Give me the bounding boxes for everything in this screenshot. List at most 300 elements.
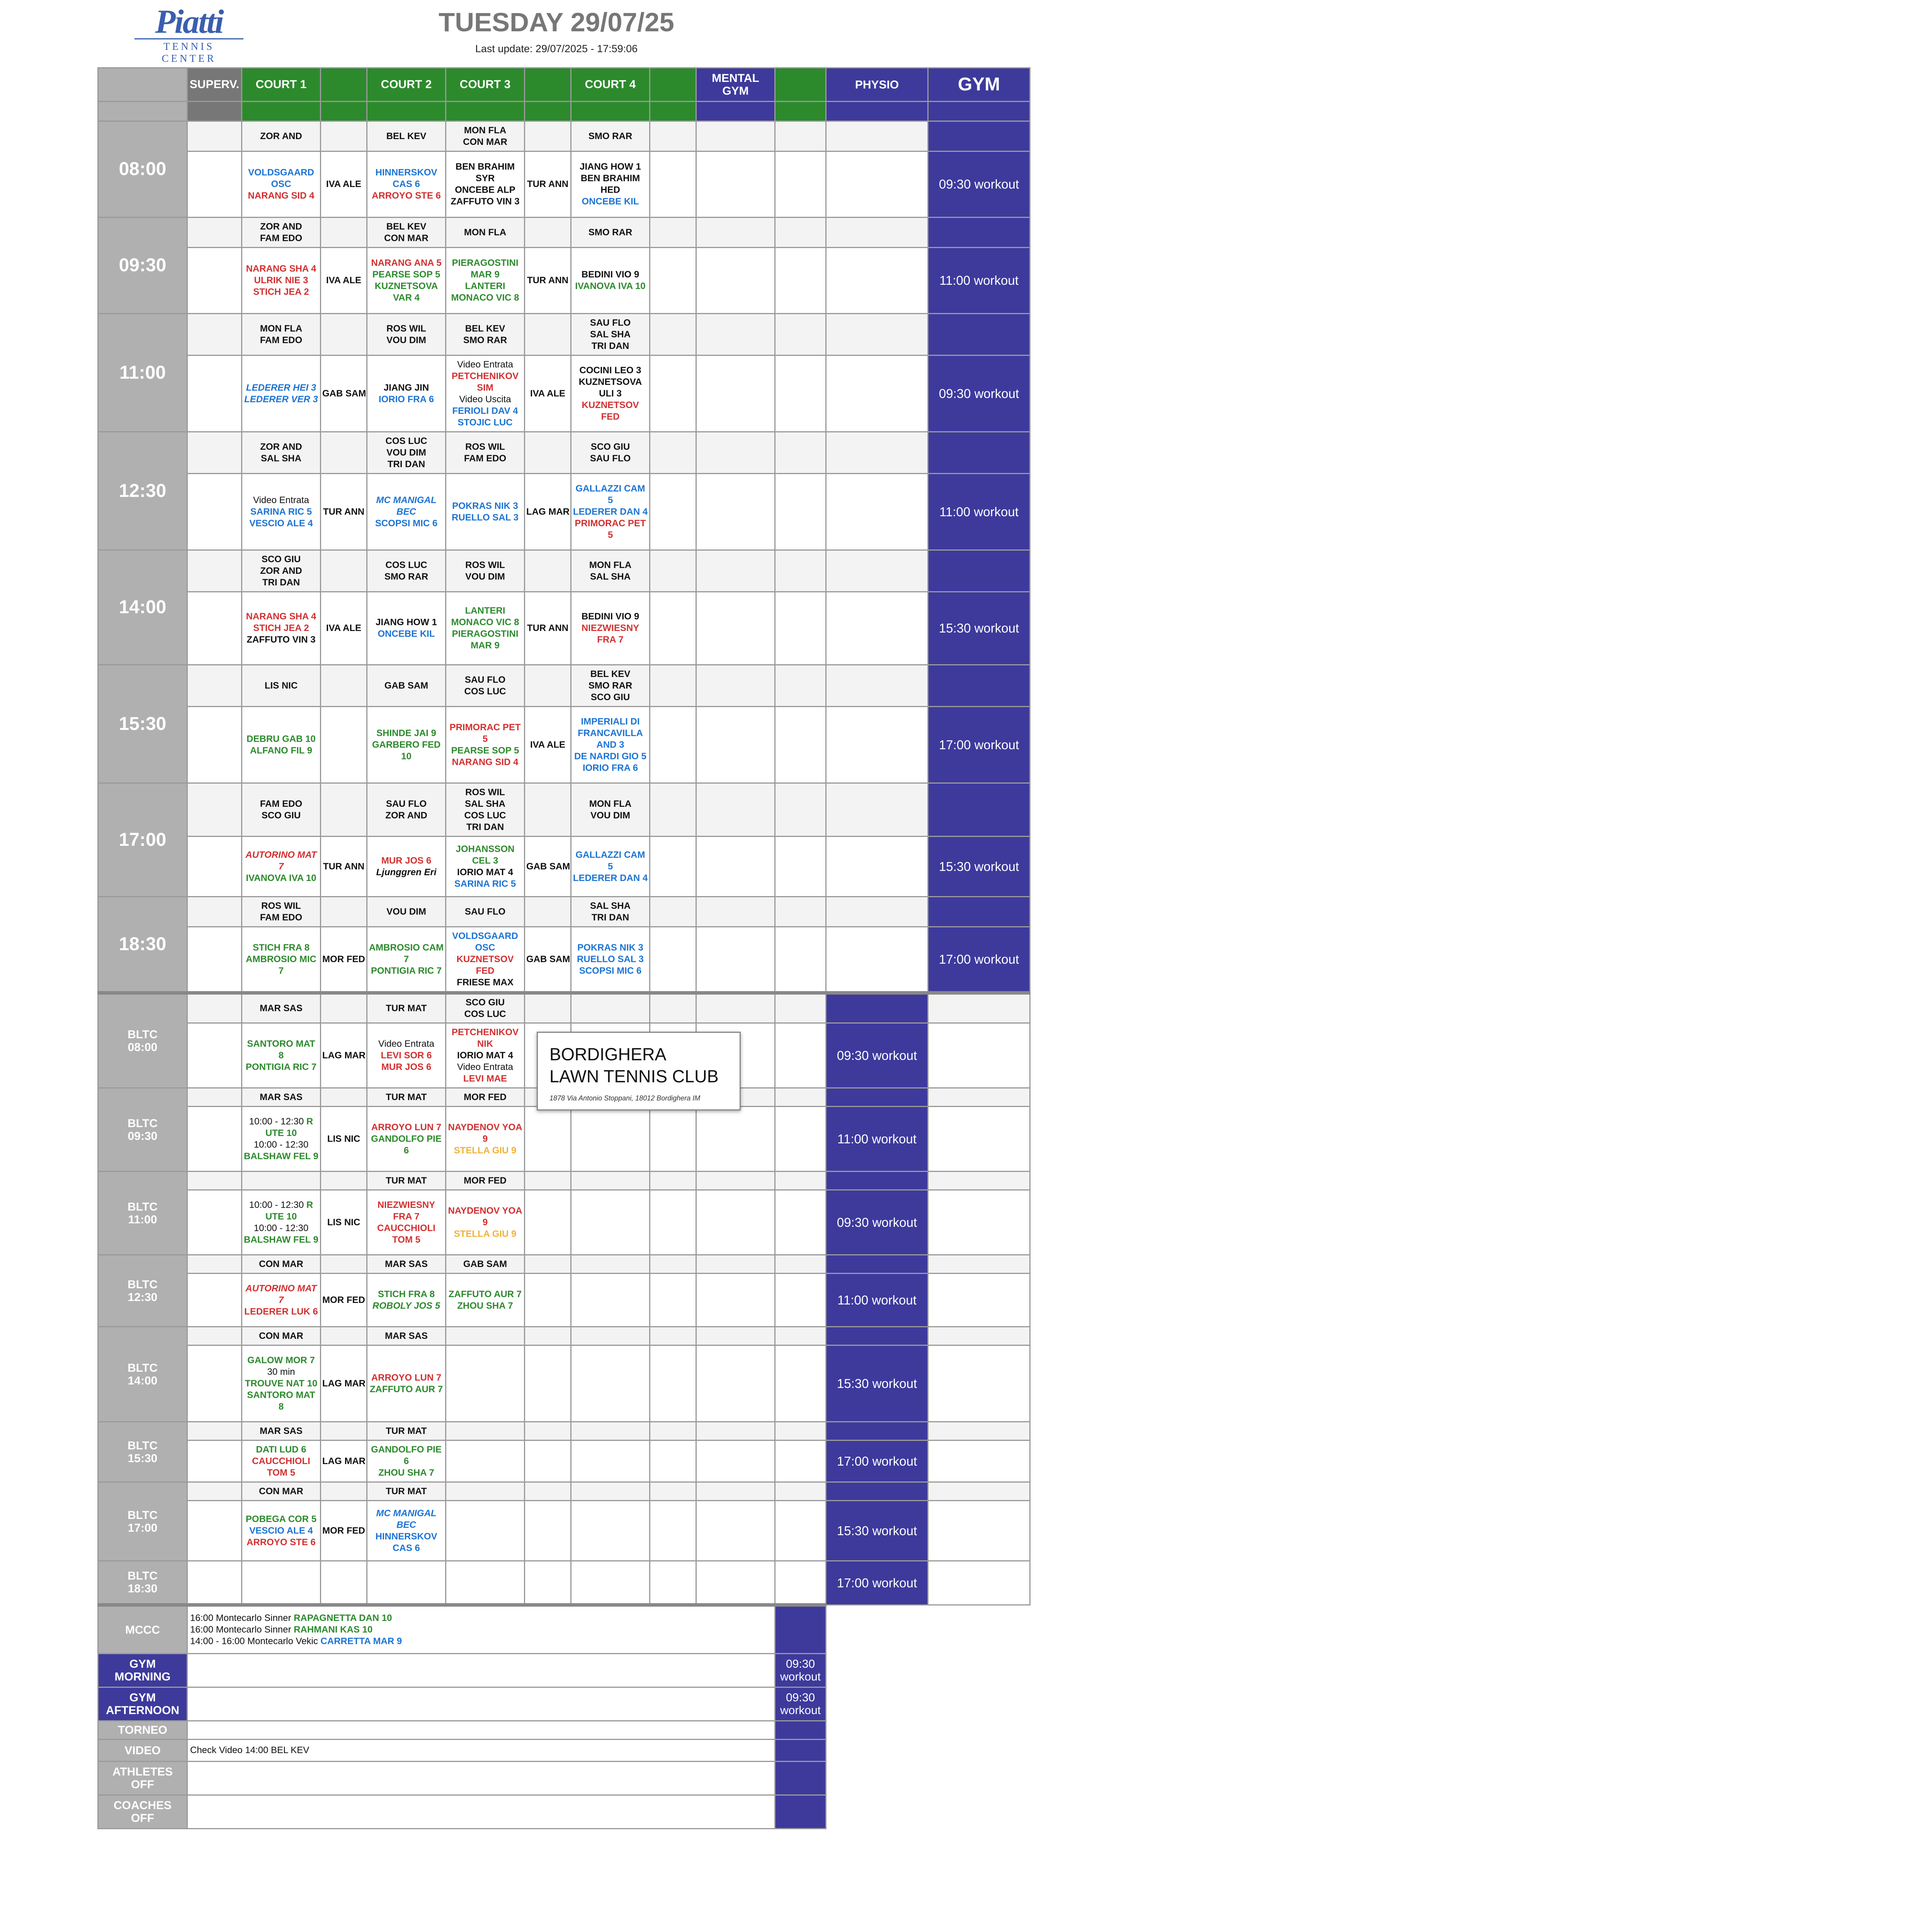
bltc-cell-court4-coach [650, 993, 696, 1023]
cell-court4-coach [650, 592, 696, 665]
cell-mental-gym [696, 707, 775, 783]
bltc-cell-gym [928, 1345, 1030, 1422]
gym-workout-cell: 09:30 workout [928, 151, 1030, 218]
bltc-cell-mental-gym [696, 993, 775, 1023]
athletes-off-label: ATHLETES OFF [98, 1762, 187, 1795]
cell-superv [187, 993, 242, 1023]
bltc-cell-mental-gym [696, 1190, 775, 1255]
slot-row [98, 665, 1030, 707]
cell-court2: COS LUC VOU DIM TRI DAN [367, 432, 446, 474]
bltc-cell-court1: AUTORINO MAT 7 LEDERER LUK 6 [242, 1274, 321, 1327]
cell-extra [775, 550, 826, 592]
cell-court2: JIANG JIN IORIO FRA 6 [367, 355, 446, 432]
bltc-row [98, 1190, 1030, 1255]
cell-court1-coach [321, 665, 367, 707]
bltc-cell-court4-coach [650, 1482, 696, 1501]
bltc-time-label: BLTC 09:30 [98, 1088, 187, 1172]
cell-extra [775, 314, 826, 355]
bltc-name-line2: LAWN TENNIS CLUB [549, 1066, 719, 1086]
cell-court3: SAU FLO [446, 897, 525, 927]
gym-cell [928, 783, 1030, 837]
cell-court1-coach [321, 707, 367, 783]
bltc-time-label: BLTC 18:30 [98, 1561, 187, 1605]
cell-extra [775, 355, 826, 432]
cell-court1: NARANG SHA 4 STICH JEA 2 ZAFFUTO VIN 3 [242, 592, 321, 665]
header-extra [775, 68, 826, 102]
bltc-cell-court1-coach: MOR FED [321, 1501, 367, 1561]
cell-physio [826, 927, 928, 993]
bltc-cell-court1-coach [321, 1327, 367, 1345]
bltc-cell-court2: TUR MAT [367, 1482, 446, 1501]
time-slot-label: 12:30 [98, 432, 187, 550]
cell-court4: JIANG HOW 1 BEN BRAHIM HED ONCEBE KIL [571, 151, 650, 218]
coaches-off-label: COACHES OFF [98, 1795, 187, 1829]
bltc-cell-court4-coach [650, 1440, 696, 1482]
bltc-cell-court3: MOR FED [446, 1172, 525, 1190]
cell-mental-gym [696, 592, 775, 665]
bltc-cell-court4-coach [650, 1107, 696, 1172]
bltc-cell-court3 [446, 1501, 525, 1561]
physio-cell [826, 1088, 928, 1107]
bltc-cell-court3 [446, 1422, 525, 1440]
cell-superv [187, 1561, 242, 1605]
bltc-row [98, 993, 1030, 1023]
bltc-cell-gym [928, 1482, 1030, 1501]
cell-court4-coach [650, 837, 696, 897]
cell-court1: MON FLA FAM EDO [242, 314, 321, 355]
cell-physio [826, 592, 928, 665]
cell-superv [187, 1422, 242, 1440]
cell-court4-coach [650, 218, 696, 248]
bltc-cell-court1-coach: LAG MAR [321, 1345, 367, 1422]
cell-court3-coach [525, 432, 571, 474]
bottom-empty-cell [826, 1795, 1030, 1829]
cell-mental-gym [696, 151, 775, 218]
cell-superv [187, 665, 242, 707]
bltc-cell-court3-coach [525, 1107, 571, 1172]
bltc-cell-court4-coach [650, 1190, 696, 1255]
cell-superv [187, 897, 242, 927]
bltc-info-box [537, 1032, 741, 1111]
slot-row [98, 314, 1030, 355]
cell-superv [187, 432, 242, 474]
header-time-cell [98, 68, 187, 102]
subheader-cell [242, 102, 321, 121]
bltc-cell-extra [775, 1255, 826, 1274]
cell-court4-coach [650, 665, 696, 707]
bottom-row [98, 1721, 1030, 1740]
subheader-cell [650, 102, 696, 121]
bltc-cell-gym [928, 1088, 1030, 1107]
bltc-cell-court4-coach [650, 1422, 696, 1440]
cell-court1: VOLDSGAARD OSC NARANG SID 4 [242, 151, 321, 218]
bottom-empty-cell [826, 1605, 1030, 1654]
logo-subtext: TENNIS CENTER [134, 38, 243, 65]
cell-physio [826, 432, 928, 474]
cell-court4: SMO RAR [571, 218, 650, 248]
cell-superv [187, 1327, 242, 1345]
time-slot-label: 14:00 [98, 550, 187, 665]
cell-extra [775, 897, 826, 927]
bltc-time-label: BLTC 11:00 [98, 1172, 187, 1255]
cell-court1-coach [321, 218, 367, 248]
bltc-row [98, 1422, 1030, 1440]
cell-court1: AUTORINO MAT 7 IVANOVA IVA 10 [242, 837, 321, 897]
bltc-cell-court1: CON MAR [242, 1255, 321, 1274]
physio-workout-cell: 11:00 workout [826, 1107, 928, 1172]
cell-court3-coach [525, 121, 571, 151]
cell-extra [775, 837, 826, 897]
gym-cell [928, 550, 1030, 592]
cell-mental-gym [696, 783, 775, 837]
physio-cell [826, 1422, 928, 1440]
bltc-name-line1: BORDIGHERA [549, 1044, 667, 1064]
cell-court3: ROS WIL SAL SHA COS LUC TRI DAN [446, 783, 525, 837]
cell-court1: ROS WIL FAM EDO [242, 897, 321, 927]
cell-court3: LANTERI MONACO VIC 8 PIERAGOSTINI MAR 9 [446, 592, 525, 665]
bltc-cell-gym [928, 1501, 1030, 1561]
cell-physio [826, 121, 928, 151]
bltc-cell-court2: MC MANIGAL BEC HINNERSKOV CAS 6 [367, 1501, 446, 1561]
cell-court3-coach: IVA ALE [525, 707, 571, 783]
gym-workout-cell: 15:30 workout [928, 837, 1030, 897]
bltc-club-name [549, 1043, 719, 1087]
slot-row [98, 837, 1030, 897]
gym-morning-content [187, 1654, 775, 1687]
bltc-cell-court3-coach [525, 1482, 571, 1501]
subheader-time-cell [98, 102, 187, 121]
cell-mental-gym [696, 248, 775, 314]
schedule-table [97, 67, 1031, 1829]
cell-court1-coach [321, 121, 367, 151]
logo-text: Piatti [155, 3, 223, 40]
cell-court2: COS LUC SMO RAR [367, 550, 446, 592]
cell-court3-coach: TUR ANN [525, 248, 571, 314]
bltc-cell-extra [775, 1327, 826, 1345]
cell-court2: AMBROSIO CAM 7 PONTIGIA RIC 7 [367, 927, 446, 993]
mccc-athlete: RAPAGNETTA DAN 10 [294, 1613, 392, 1623]
mccc-text: 16:00 Montecarlo Sinner [190, 1624, 294, 1635]
physio-workout-cell: 11:00 workout [826, 1274, 928, 1327]
bltc-cell-mental-gym [696, 1345, 775, 1422]
cell-court1-coach: IVA ALE [321, 248, 367, 314]
cell-physio [826, 314, 928, 355]
cell-court4: COCINI LEO 3 KUZNETSOVA ULI 3 KUZNETSOV FED [571, 355, 650, 432]
bltc-cell-extra [775, 1345, 826, 1422]
bltc-cell-court3: NAYDENOV YOA 9 STELLA GIU 9 [446, 1107, 525, 1172]
bltc-cell-mental-gym [696, 1327, 775, 1345]
cell-court3-coach [525, 897, 571, 927]
bltc-cell-court2: TUR MAT [367, 1422, 446, 1440]
bltc-cell-court3-coach [525, 1274, 571, 1327]
cell-superv [187, 1190, 242, 1255]
bltc-cell-court3: GAB SAM [446, 1255, 525, 1274]
bltc-cell-court2: ARROYO LUN 7 GANDOLFO PIE 6 [367, 1107, 446, 1172]
cell-court2: HINNERSKOV CAS 6 ARROYO STE 6 [367, 151, 446, 218]
cell-superv [187, 314, 242, 355]
bltc-cell-court3: MOR FED [446, 1088, 525, 1107]
cell-court1: NARANG SHA 4 ULRIK NIE 3 STICH JEA 2 [242, 248, 321, 314]
cell-extra [775, 248, 826, 314]
cell-court1: STICH FRA 8 AMBROSIO MIC 7 [242, 927, 321, 993]
cell-extra [775, 592, 826, 665]
bltc-cell-court4 [571, 1482, 650, 1501]
gym-afternoon-label: GYM AFTERNOON [98, 1687, 187, 1721]
cell-superv [187, 783, 242, 837]
gym-workout-value: 09:30 workout [775, 1687, 826, 1721]
bltc-cell-court1-coach [321, 1172, 367, 1190]
bltc-cell-court4-coach [650, 1274, 696, 1327]
cell-physio [826, 837, 928, 897]
bltc-cell-court1: CON MAR [242, 1327, 321, 1345]
gym-workout-cell: 11:00 workout [928, 248, 1030, 314]
cell-court3-coach: IVA ALE [525, 355, 571, 432]
header-court2: COURT 2 [367, 68, 446, 102]
bltc-cell-mental-gym [696, 1561, 775, 1605]
bltc-cell-gym [928, 1023, 1030, 1088]
cell-court3-coach: GAB SAM [525, 837, 571, 897]
gym-cell [928, 218, 1030, 248]
gym-workout-cell: 17:00 workout [928, 927, 1030, 993]
bltc-cell-court1: MAR SAS [242, 1088, 321, 1107]
bltc-cell-gym [928, 1172, 1030, 1190]
cell-superv [187, 1107, 242, 1172]
cell-extra [775, 432, 826, 474]
bltc-cell-court4 [571, 1255, 650, 1274]
bltc-cell-mental-gym [696, 1107, 775, 1172]
bltc-cell-court3 [446, 1561, 525, 1605]
cell-physio [826, 707, 928, 783]
physio-cell [826, 1172, 928, 1190]
bltc-row [98, 1107, 1030, 1172]
cell-court2: MC MANIGAL BEC SCOPSI MIC 6 [367, 474, 446, 550]
bltc-time-label: BLTC 15:30 [98, 1422, 187, 1482]
gym-cell [928, 121, 1030, 151]
cell-court1-coach: GAB SAM [321, 355, 367, 432]
cell-court1: Video Entrata SARINA RIC 5 VESCIO ALE 4 [242, 474, 321, 550]
mccc-content [187, 1605, 775, 1654]
cell-court2: BEL KEV [367, 121, 446, 151]
cell-mental-gym [696, 218, 775, 248]
cell-superv [187, 1172, 242, 1190]
bltc-cell-court2: NIEZWIESNY FRA 7 CAUCCHIOLI TOM 5 [367, 1190, 446, 1255]
cell-court3: ROS WIL FAM EDO [446, 432, 525, 474]
bltc-cell-extra [775, 1274, 826, 1327]
cell-court2: VOU DIM [367, 897, 446, 927]
schedule-grid [97, 67, 1113, 1829]
bottom-empty-cell [826, 1740, 1030, 1762]
mccc-athlete: RAHMANI KAS 10 [294, 1624, 373, 1635]
video-label: VIDEO [98, 1740, 187, 1762]
bltc-cell-court1-coach: MOR FED [321, 1274, 367, 1327]
slot-row [98, 151, 1030, 218]
cell-court2: ROS WIL VOU DIM [367, 314, 446, 355]
cell-mental-gym [696, 474, 775, 550]
bottom-empty-cell [826, 1654, 1030, 1687]
subheader-cell [928, 102, 1030, 121]
cell-court3: VOLDSGAARD OSC KUZNETSOV FED FRIESE MAX [446, 927, 525, 993]
bltc-cell-court1-coach: LAG MAR [321, 1440, 367, 1482]
cell-court4: BEDINI VIO 9 NIEZWIESNY FRA 7 [571, 592, 650, 665]
cell-court3-coach: LAG MAR [525, 474, 571, 550]
gym-workout-value [775, 1740, 826, 1762]
cell-court1-coach: IVA ALE [321, 151, 367, 218]
cell-physio [826, 355, 928, 432]
header-court4-coach [650, 68, 696, 102]
torneo-label: TORNEO [98, 1721, 187, 1740]
cell-court2: SAU FLO ZOR AND [367, 783, 446, 837]
bottom-empty-cell [826, 1687, 1030, 1721]
header-court3: COURT 3 [446, 68, 525, 102]
bltc-cell-extra [775, 1422, 826, 1440]
bltc-cell-court4 [571, 1107, 650, 1172]
bltc-cell-court2: Video Entrata LEVI SOR 6 MUR JOS 6 [367, 1023, 446, 1088]
cell-court4: POKRAS NIK 3 RUELLO SAL 3 SCOPSI MIC 6 [571, 927, 650, 993]
cell-physio [826, 897, 928, 927]
bltc-cell-court3-coach [525, 1440, 571, 1482]
bltc-cell-court3-coach [525, 1561, 571, 1605]
bltc-cell-court1 [242, 1172, 321, 1190]
cell-court1: ZOR AND [242, 121, 321, 151]
subheader-cell [367, 102, 446, 121]
cell-mental-gym [696, 897, 775, 927]
cell-court3: SAU FLO COS LUC [446, 665, 525, 707]
bltc-cell-court4 [571, 1274, 650, 1327]
bltc-cell-court3-coach [525, 1255, 571, 1274]
gym-workout-cell: 15:30 workout [928, 592, 1030, 665]
cell-court3-coach [525, 550, 571, 592]
bltc-cell-court1: MAR SAS [242, 1422, 321, 1440]
cell-court2: NARANG ANA 5 PEARSE SOP 5 KUZNETSOVA VAR 4 [367, 248, 446, 314]
bltc-cell-court4-coach [650, 1345, 696, 1422]
subheader-cell [525, 102, 571, 121]
cell-court1-coach [321, 432, 367, 474]
bltc-cell-court3: PETCHENIKOV NIK IORIO MAT 4 Video Entrata LEVI MAE [446, 1023, 525, 1088]
physio-workout-cell: 15:30 workout [826, 1501, 928, 1561]
cell-court1-coach [321, 550, 367, 592]
cell-court4: MON FLA SAL SHA [571, 550, 650, 592]
mccc-text: 16:00 Montecarlo Sinner [190, 1613, 294, 1623]
bltc-cell-court1-coach [321, 1255, 367, 1274]
physio-workout-cell: 15:30 workout [826, 1345, 928, 1422]
bottom-row [98, 1654, 1030, 1687]
bltc-row [98, 1274, 1030, 1327]
cell-court3: MON FLA CON MAR [446, 121, 525, 151]
slot-row [98, 474, 1030, 550]
bltc-cell-mental-gym [696, 1274, 775, 1327]
bltc-cell-extra [775, 1501, 826, 1561]
cell-court3: JOHANSSON CEL 3 IORIO MAT 4 SARINA RIC 5 [446, 837, 525, 897]
cell-mental-gym [696, 314, 775, 355]
bltc-cell-court3: SCO GIU COS LUC [446, 993, 525, 1023]
cell-court3-coach: GAB SAM [525, 927, 571, 993]
cell-superv [187, 1274, 242, 1327]
bltc-cell-extra [775, 1172, 826, 1190]
cell-court3: BEL KEV SMO RAR [446, 314, 525, 355]
time-slot-label: 08:00 [98, 121, 187, 218]
bltc-cell-gym [928, 1440, 1030, 1482]
cell-superv [187, 707, 242, 783]
cell-court1: LEDERER HEI 3 LEDERER VER 3 [242, 355, 321, 432]
cell-superv [187, 1482, 242, 1501]
bltc-cell-court4 [571, 1440, 650, 1482]
gym-cell [928, 314, 1030, 355]
bltc-cell-court3 [446, 1345, 525, 1422]
time-slot-label: 09:30 [98, 218, 187, 314]
cell-court1-coach [321, 897, 367, 927]
subheader-cell [775, 102, 826, 121]
bltc-cell-court4 [571, 1172, 650, 1190]
cell-physio [826, 248, 928, 314]
bltc-cell-court1: 10:00 - 12:30 R UTE 10 10:00 - 12:30 BALSHAW FEL 9 [242, 1190, 321, 1255]
cell-court2: GAB SAM [367, 665, 446, 707]
subheader-cell [826, 102, 928, 121]
bltc-cell-gym [928, 1274, 1030, 1327]
bltc-cell-gym [928, 993, 1030, 1023]
cell-mental-gym [696, 665, 775, 707]
slot-row [98, 707, 1030, 783]
bltc-cell-court3-coach [525, 1190, 571, 1255]
cell-court4: SMO RAR [571, 121, 650, 151]
bltc-row [98, 1482, 1030, 1501]
bottom-row [98, 1687, 1030, 1721]
bltc-cell-court1-coach [321, 1482, 367, 1501]
header-mental-gym: MENTAL GYM [696, 68, 775, 102]
cell-mental-gym [696, 432, 775, 474]
cell-court3: PRIMORAC PET 5 PEARSE SOP 5 NARANG SID 4 [446, 707, 525, 783]
cell-court2: MUR JOS 6 Ljunggren Eri [367, 837, 446, 897]
bltc-cell-court4-coach [650, 1561, 696, 1605]
cell-court4: GALLAZZI CAM 5 LEDERER DAN 4 [571, 837, 650, 897]
bltc-cell-mental-gym [696, 1501, 775, 1561]
physio-cell [826, 1327, 928, 1345]
cell-court3-coach [525, 665, 571, 707]
bltc-cell-court1: POBEGA COR 5 VESCIO ALE 4 ARROYO STE 6 [242, 1501, 321, 1561]
cell-court4-coach [650, 151, 696, 218]
bltc-cell-court3-coach [525, 1345, 571, 1422]
cell-superv [187, 927, 242, 993]
bltc-cell-court1: MAR SAS [242, 993, 321, 1023]
bltc-cell-court3 [446, 1440, 525, 1482]
bltc-row [98, 1440, 1030, 1482]
bltc-cell-gym [928, 1561, 1030, 1605]
bltc-cell-court4 [571, 1561, 650, 1605]
torneo-content [187, 1721, 775, 1740]
cell-court3: PIERAGOSTINI MAR 9 LANTERI MONACO VIC 8 [446, 248, 525, 314]
cell-court1: LIS NIC [242, 665, 321, 707]
cell-court1-coach [321, 314, 367, 355]
bottom-empty-cell [826, 1762, 1030, 1795]
bltc-cell-court2: ARROYO LUN 7 ZAFFUTO AUR 7 [367, 1345, 446, 1422]
cell-superv [187, 1501, 242, 1561]
cell-superv [187, 1088, 242, 1107]
mccc-text: 14:00 - 16:00 Montecarlo Vekic [190, 1636, 321, 1646]
gym-cell [928, 665, 1030, 707]
cell-physio [826, 151, 928, 218]
bottom-row [98, 1740, 1030, 1762]
cell-court4: SCO GIU SAU FLO [571, 432, 650, 474]
cell-court4: BEDINI VIO 9 IVANOVA IVA 10 [571, 248, 650, 314]
bltc-cell-court3: NAYDENOV YOA 9 STELLA GIU 9 [446, 1190, 525, 1255]
bltc-cell-gym [928, 1327, 1030, 1345]
bltc-row [98, 1501, 1030, 1561]
cell-court3: MON FLA [446, 218, 525, 248]
slot-row [98, 355, 1030, 432]
slot-row [98, 550, 1030, 592]
cell-court4-coach [650, 783, 696, 837]
header-subrow [98, 102, 1030, 121]
cell-court4: SAL SHA TRI DAN [571, 897, 650, 927]
